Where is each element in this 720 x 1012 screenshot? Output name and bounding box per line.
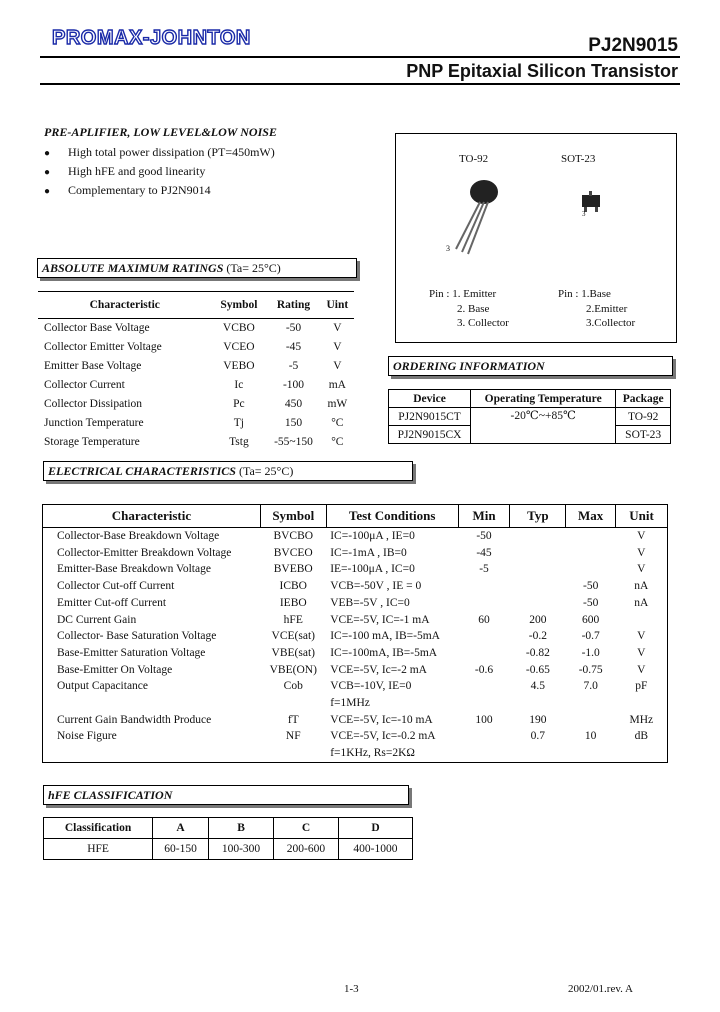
table-cell: V [637,530,646,542]
table-cell: Base-Emitter Saturation Voltage [57,646,206,659]
table-cell: 0.7 [530,730,546,743]
col-a: A [153,818,209,839]
table-cell: VCE=-5V, Ic=-0.2 mA [330,730,436,743]
table-cell: VCE=-5V, Ic=-10 mA [330,713,433,726]
table-cell: IC=-100mA, IB=-5mA [330,646,438,659]
table-row [43,662,668,679]
to92-pinout: Pin : 1. Emitter 2. Base 3. Collector [429,288,509,329]
col-symbol: Symbol [260,505,326,528]
table-cell [458,645,510,662]
table-cell: -5 [479,563,489,576]
abs-max-table [38,291,354,452]
table-cell: nA [634,580,649,593]
table-cell: DC Current Gain [57,613,137,626]
package-box [395,133,677,343]
table-cell: V [637,630,646,643]
table-row: Junction Temperature Tj 150 °C [44,417,344,429]
table-cell: VBE(sat) [271,646,315,659]
table-row [43,628,668,645]
features-list [44,143,275,200]
table-cell: V [637,563,646,576]
table-cell [566,545,616,562]
table-cell: IC=-100μA , IE=0 [330,530,415,542]
col-device: Device [389,390,471,408]
table-cell: 10 [584,730,597,743]
ordering-table [388,389,671,444]
col-unit: Uint [321,292,354,319]
table-cell: -0.65 [525,663,550,676]
table-cell [510,595,566,612]
table-cell: nA [634,596,649,609]
table-cell: IE=-100μA , IC=0 [330,563,415,576]
table-cell [458,595,510,612]
table-cell [566,528,616,545]
table-cell: VCB=-10V, IE=0 [330,680,412,693]
table-cell [510,528,566,545]
table-cell [510,578,566,595]
feature-item: ● High hFE and good linearity [44,162,275,181]
table-row [43,528,668,545]
table-row: Collector Current Ic -100 mA [44,379,346,391]
table-cell: 100 [475,713,493,726]
bullet-icon: ● [44,148,51,159]
table-cell: VCB=-50V , IE = 0 [330,580,422,593]
table-cell: VCE=-5V, Ic=-2 mA [330,663,427,676]
table-row [43,545,668,562]
ordering-section-header: ORDERING INFORMATION [388,356,673,376]
table-row [43,561,668,578]
table-cell: Collector-Emitter Breakdown Voltage [57,546,232,559]
table-cell: 60 [478,613,490,626]
table-cell: 200 [529,613,547,626]
col-package: Package [616,390,671,408]
table-cell: Cob [283,680,303,693]
table-cell: -50 [583,580,599,593]
part-number: PJ2N9015 [588,35,678,56]
col-test-conditions: Test Conditions [326,505,458,528]
table-cell [43,695,261,712]
table-cell: BVEBO [273,563,313,576]
table-row: Emitter Base Voltage VEBO -5 V [44,360,342,372]
table-cell [260,745,326,762]
table-row [43,595,668,612]
table-row: PJ2N9015CX SOT-23 [389,426,671,444]
page-subtitle: PNP Epitaxial Silicon Transistor [406,61,678,81]
table-cell: -1.0 [581,646,600,659]
table-row [43,695,668,712]
table-cell: MHz [629,713,654,726]
page-number: 1-3 [344,983,359,995]
table-cell: -0.75 [578,663,603,676]
col-typ: Typ [510,505,566,528]
table-row [43,578,668,595]
col-rating: Rating [266,292,320,319]
sot23-pin-marks: 3 [582,210,586,218]
sot23-pinout: Pin : 1.Base 2.Emitter 3.Collector [558,288,636,329]
table-cell [566,712,616,729]
table-row [43,645,668,662]
table-cell [458,578,510,595]
col-min: Min [458,505,510,528]
table-cell: Noise Figure [57,730,117,743]
col-unit: Unit [616,505,668,528]
sot23-label: SOT-23 [561,153,596,165]
table-row [43,745,668,762]
table-cell: -0.2 [528,630,547,643]
hfe-section-header: hFE CLASSIFICATION [43,785,409,805]
table-cell [458,628,510,645]
table-cell: VCE=-5V, IC=-1 mA [330,613,430,626]
table-row: PJ2N9015CT -20℃~+85℃ TO-92 [389,408,671,426]
table-cell: BVCBO [273,530,314,542]
table-cell [43,745,261,762]
table-row [43,728,668,745]
table-cell [458,728,510,745]
table-cell: Emitter Cut-off Current [57,596,167,609]
table-cell: -50 [476,530,492,542]
table-cell: 4.5 [530,680,546,693]
col-b: B [209,818,274,839]
table-cell: -45 [476,546,492,559]
col-c: C [274,818,339,839]
col-symbol: Symbol [212,292,267,319]
table-row: Collector Dissipation Pc 450 mW [44,398,348,410]
table-cell: Collector-Base Breakdown Voltage [57,530,220,542]
col-op-temp: Operating Temperature [471,390,616,408]
table-cell [458,745,510,762]
to92-label: TO-92 [459,153,489,165]
header-rule [40,56,680,58]
table-cell [260,695,326,712]
bullet-icon: ● [44,167,51,178]
table-cell: Output Capacitance [57,680,149,693]
table-cell [616,612,668,629]
table-cell: NF [285,730,301,743]
table-cell: 190 [529,713,547,726]
table-cell: -0.6 [474,663,494,676]
table-cell: f=1MHz [330,697,370,710]
table-row: Collector Emitter Voltage VCEO -45 V [44,341,342,353]
table-cell: hFE [283,613,303,626]
table-cell: IC=-1mA , IB=0 [330,546,407,559]
table-row [43,612,668,629]
table-cell [510,545,566,562]
table-cell [510,561,566,578]
electrical-section-header: ELECTRICAL CHARACTERISTICS (Ta= 25°C) [43,461,413,481]
table-row: HFE 60-150 100-300 200-600 400-1000 [44,839,413,860]
table-cell: Collector Cut-off Current [57,580,175,593]
table-cell [616,745,668,762]
table-cell: Current Gain Bandwidth Produce [57,713,212,726]
table-row: Storage Temperature Tstg -55~150 °C [44,436,344,448]
col-characteristic: Characteristic [38,292,212,319]
table-cell: dB [634,730,649,743]
table-cell [458,695,510,712]
table-cell: VBE(ON) [269,663,317,676]
table-cell: IEBO [279,596,307,609]
to92-pin-marks: 3 [446,244,450,253]
table-cell: 600 [582,613,600,626]
electrical-table [42,504,668,763]
table-cell [458,678,510,695]
table-row [43,678,668,695]
table-cell: -0.82 [525,646,550,659]
table-cell: ICBO [279,580,307,593]
table-cell: -50 [583,596,599,609]
table-cell: BVCEO [273,546,313,559]
table-cell [566,745,616,762]
abs-max-section-header: ABSOLUTE MAXIMUM RATINGS (Ta= 25°C) [37,258,357,278]
table-cell [510,695,566,712]
table-cell: 7.0 [583,680,598,693]
table-cell: V [637,646,646,659]
table-cell: Collector- Base Saturation Voltage [57,630,217,643]
hfe-table [43,817,413,860]
table-cell [510,745,566,762]
revision: 2002/01.rev. A [568,983,633,995]
table-cell: VEB=-5V , IC=0 [330,596,410,609]
table-cell: IC=-100 mA, IB=-5mA [330,630,440,643]
feature-item: ● High total power dissipation (PT=450mW) [44,143,275,162]
table-cell: Base-Emitter On Voltage [57,663,173,676]
table-cell: V [637,546,646,559]
feature-item: ● Complementary to PJ2N9014 [44,181,275,200]
table-cell: pF [635,680,648,693]
table-cell: V [637,663,646,676]
col-d: D [338,818,412,839]
table-cell [616,695,668,712]
bullet-icon: ● [44,186,51,197]
col-characteristic: Characteristic [43,505,261,528]
table-cell [566,561,616,578]
table-cell: VCE(sat) [271,630,315,643]
col-max: Max [566,505,616,528]
table-row [43,712,668,729]
table-cell: -0.7 [581,630,600,643]
company-logo: PROMAX-JOHNTON [52,27,251,49]
table-cell: fT [287,713,299,726]
table-cell: Emitter-Base Breakdown Voltage [57,563,211,576]
col-classification: Classification [44,818,153,839]
subtitle-rule [40,83,680,85]
table-cell: f=1KHz, Rs=2KΩ [330,747,415,760]
table-row: Collector Base Voltage VCBO -50 V [44,322,342,334]
table-cell [566,695,616,712]
features-title: PRE-APLIFIER, LOW LEVEL&LOW NOISE [44,125,277,139]
